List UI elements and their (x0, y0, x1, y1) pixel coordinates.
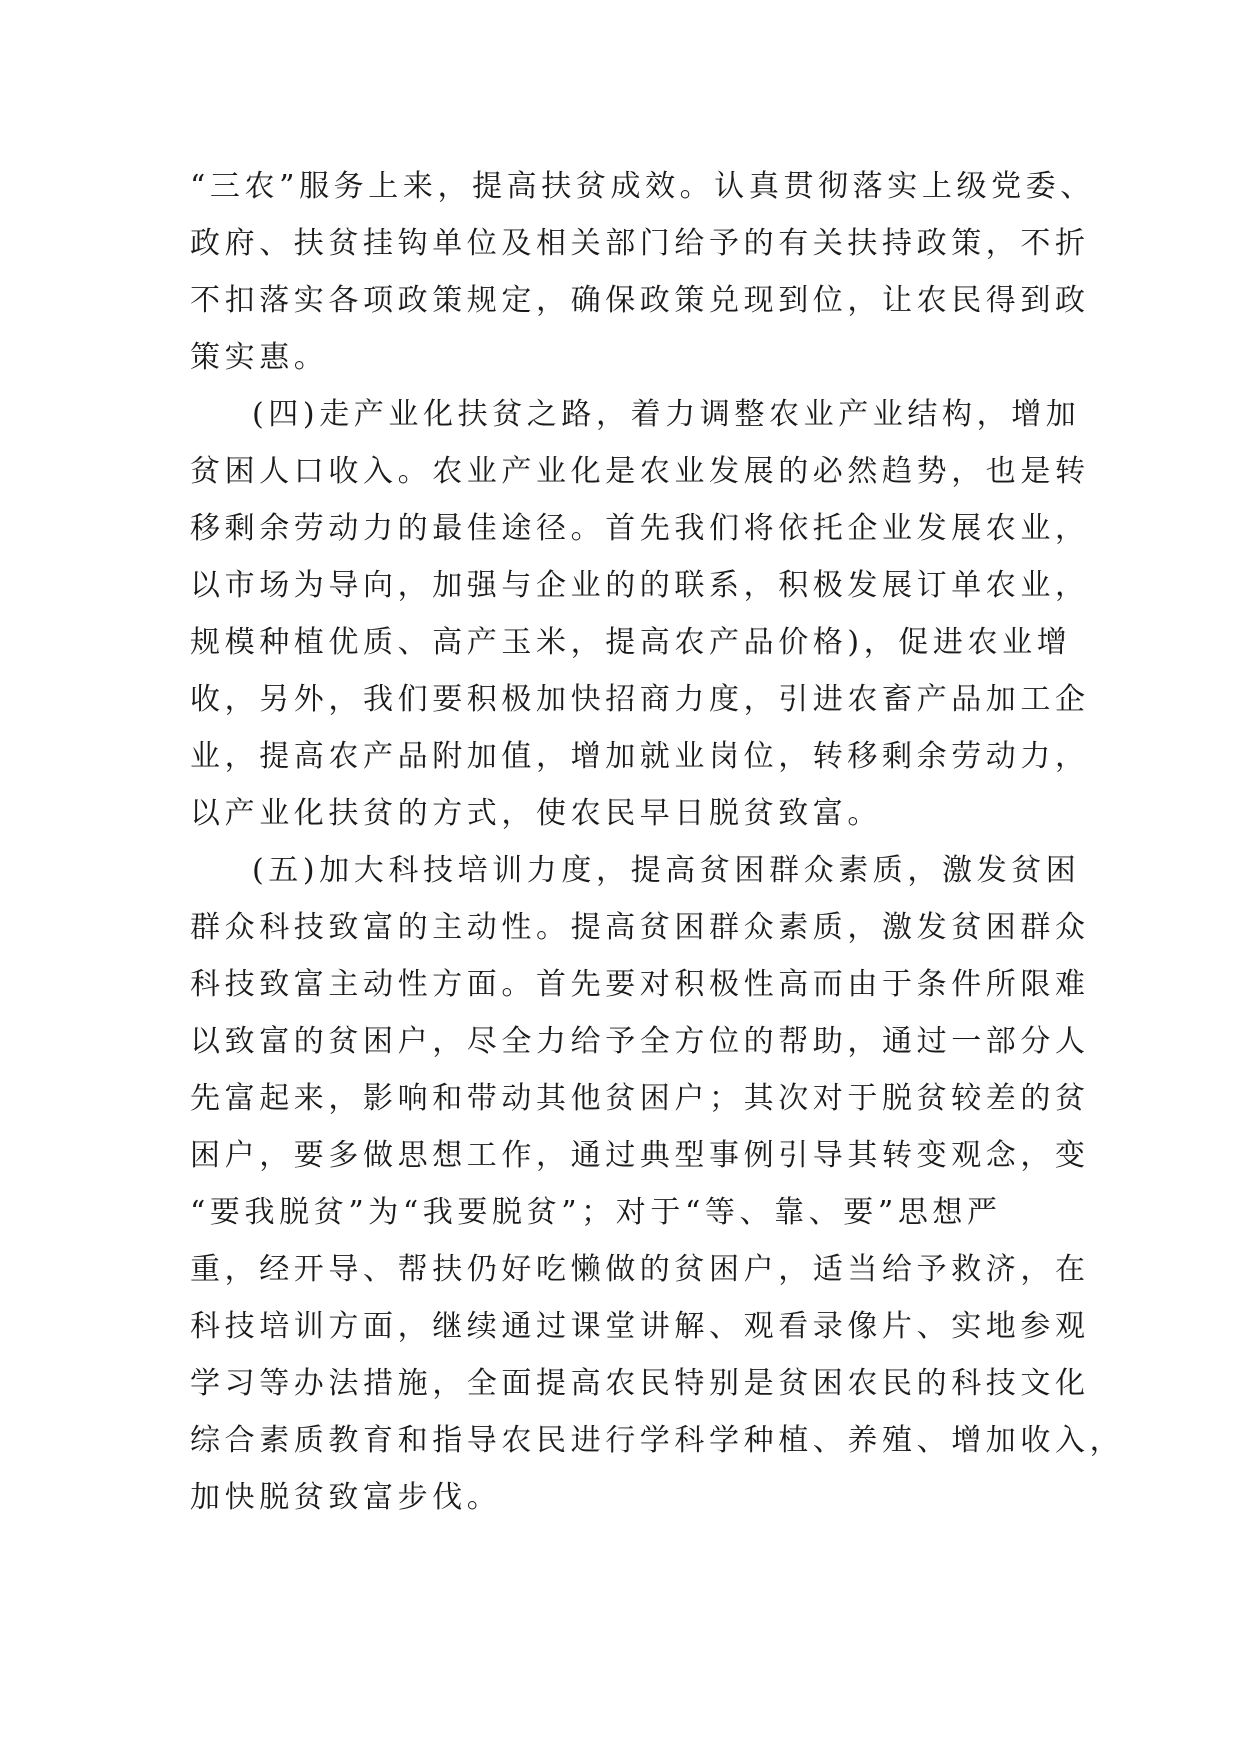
paragraph-start-line: (四)走产业化扶贫之路，着力调整农业产业结构，增加 (252, 397, 1081, 432)
text-line: 先富起来，影响和带动其他贫困户；其次对于脱贫较差的贫 (190, 1081, 1090, 1116)
text-line: 学习等办法措施，全面提高农民特别是贫困农民的科技文化 (190, 1366, 1090, 1401)
text-line: 策实惠。 (190, 340, 329, 375)
text-line: 综合素质教育和指导农民进行学科学种植、养殖、增加收入， (190, 1423, 1125, 1458)
text-line: 收，另外，我们要积极加快招商力度，引进农畜产品加工企 (190, 682, 1090, 717)
text-line: 不扣落实各项政策规定，确保政策兑现到位，让农民得到政 (190, 283, 1090, 318)
text-line: 群众科技致富的主动性。提高贫困群众素质，激发贫困群众 (190, 910, 1090, 945)
text-line: 科技培训方面，继续通过课堂讲解、观看录像片、实地参观 (190, 1309, 1090, 1344)
text-line: 科技致富主动性方面。首先要对积极性高而由于条件所限难 (190, 967, 1090, 1002)
text-line: 政府、扶贫挂钩单位及相关部门给予的有关扶持政策，不折 (190, 226, 1090, 261)
text-line: 以市场为导向，加强与企业的的联系，积极发展订单农业， (190, 568, 1090, 603)
paragraph-start-line: (五)加大科技培训力度，提高贫困群众素质，激发贫困 (252, 853, 1081, 888)
text-line: 重，经开导、帮扶仍好吃懒做的贫困户，适当给予救济，在 (190, 1252, 1090, 1287)
text-line: 加快脱贫致富步伐。 (190, 1480, 502, 1515)
text-line: 移剩余劳动力的最佳途径。首先我们将依托企业发展农业， (190, 511, 1090, 546)
text-line: 困户，要多做思想工作，通过典型事例引导其转变观念，变 (190, 1138, 1090, 1173)
text-line: 以产业化扶贫的方式，使农民早日脱贫致富。 (190, 796, 882, 831)
text-line: 贫困人口收入。农业产业化是农业发展的必然趋势，也是转 (190, 454, 1090, 489)
text-line: 业，提高农产品附加值，增加就业岗位，转移剩余劳动力， (190, 739, 1090, 774)
text-line: “三农”服务上来，提高扶贫成效。认真贯彻落实上级党委、 (190, 169, 1095, 204)
text-line: “要我脱贫”为“我要脱贫”；对于“等、靠、要”思想严 (190, 1195, 1002, 1230)
body-text (190, 158, 1125, 1526)
text-line: 以致富的贫困户，尽全力给予全方位的帮助，通过一部分人 (190, 1024, 1090, 1059)
text-line: 规模种植优质、高产玉米，提高农产品价格)，促进农业增 (190, 625, 1072, 660)
